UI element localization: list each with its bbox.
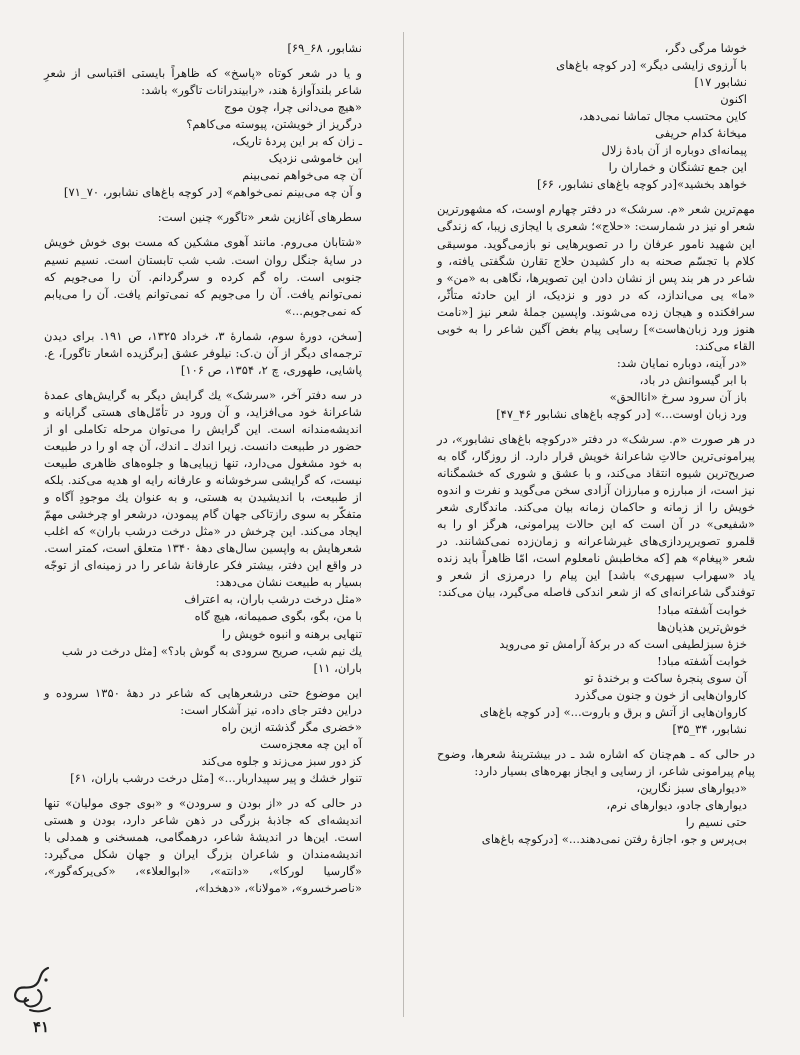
page-number: ۴۱ bbox=[33, 1018, 50, 1036]
verse-line: خوشا مرگی دگر، bbox=[664, 41, 747, 55]
paragraph: [سخن، دورهٔ سوم، شمارهٔ ۳، خرداد ۱۳۲۵، ص ۱۹۱. برای دیدن ترجمه‌ای دیگر از آن ن.ک: نیلوفر عشق [برگزیده اشعار تاگور]، ع. پاشایی، طهوری، چ ۲، ۱۳۵۴، ص ۱۰۶] bbox=[44, 328, 362, 377]
paragraph: این موضوع حتی درشعرهایی که شاعر در دههٔ ۱۳۵۰ سروده و دراین دفتر جای داده، نیز آشکار است: bbox=[44, 685, 362, 717]
paragraph-spacer bbox=[44, 677, 362, 685]
paragraph: سطرهای آغازین شعر «تاگور» چنین است: bbox=[157, 210, 362, 225]
paragraph-spacer bbox=[437, 193, 755, 201]
verse-line: «مثل درخت درشب باران، به اعتراف bbox=[184, 592, 362, 607]
left-text-column bbox=[44, 40, 362, 897]
verse-line: با من، بگو، بگوی صمیمانه، هیچ گاه bbox=[194, 609, 362, 624]
verse-line: کاروان‌هایی از خون و جنون می‌گذرد bbox=[574, 687, 747, 702]
verse-line: خوش‌ترین هذیان‌ها bbox=[657, 619, 747, 634]
verse-line: کز دور سبز می‌زند و جلوه می‌کند bbox=[201, 753, 362, 768]
verse-line: «دیوارهای سبز نگارین، bbox=[636, 780, 747, 795]
paragraph: در حالی که در «از بودن و سرودن» و «بوی جوی مولیان» تنها اندیشه‌ای که جاذبهٔ بزرگی در ذهن شاعر دارد، بودن و هستی است. این‌ها در اندیشهٔ شاعر، درهمگامی، همسخنی و همدلی با اندیشه‌مندان و شاعران بزرگ ایران و جهان شکل می‌گیرد: «گارسیا لورکا»، «دانته»، «ابوالعلاء»، «کی‌یرکه‌گور»، «ناصرخسرو»، «مولانا»، «دهخدا»، bbox=[44, 795, 362, 896]
paragraph-spacer bbox=[44, 320, 362, 328]
paragraph-spacer bbox=[44, 201, 362, 209]
paragraph: «شتابان می‌روم. مانند آهوی مشکین که مست بوی خوش خویش در سایهٔ جنگل روان است. شب شب تابستان است. نسیم نسیم جنوبی است. راه گم کرده و سرگردانم. آن را می‌جویم که نمی‌توانم یافت. آن را می‌جویم که نمی‌توانم یافت. آن را می‌یابم که نمی‌جویم...» bbox=[44, 235, 362, 318]
verse-line: و آن چه می‌بینم نمی‌خواهم» [در کوچه باغ‌های نشابور، ۷۰_۷۱] bbox=[63, 185, 362, 200]
verse-line: ورد زبان اوست...» [در کوچه باغ‌های نشابور ۴۶_۴۷] bbox=[496, 406, 747, 421]
paragraph-spacer bbox=[44, 379, 362, 387]
paragraph-spacer bbox=[44, 787, 362, 795]
verse-line: درگریز از خویشتن، پیوسته می‌کاهم؟ bbox=[186, 117, 362, 132]
paragraph-spacer bbox=[437, 423, 755, 431]
verse-line: کاروان‌هایی از آتش و برق و باروت...» [در کوچه باغ‌های bbox=[479, 704, 747, 719]
verse-line: تنوار خشك و پیر سپیداربار...» [مثل درخت درشب باران، ۶۱] bbox=[70, 770, 362, 785]
paragraph-spacer bbox=[44, 57, 362, 65]
verse-line: «خضری مگر گذشته ازین راه bbox=[221, 719, 362, 734]
verse-line: با آرزوی زایشی دیگر» [در کوچه باغ‌های bbox=[556, 58, 747, 73]
paragraph: در حالی که ـ هم‌چنان که اشاره شد ـ در بیشترینهٔ شعرها، وضوح پیام پیرامونی شاعر، از رسایی و ایجاز بهره‌های بسیار دارد: bbox=[437, 746, 755, 778]
verse-line: نشابور، ۳۴_۳۵] bbox=[672, 721, 747, 736]
verse-line: آه این چه معجزه‌ست bbox=[260, 736, 362, 751]
right-text-column bbox=[437, 40, 755, 848]
verse-line: بی‌پرس و جو، اجازهٔ رفتن نمی‌دهند...» [درکوچه باغ‌های bbox=[481, 832, 747, 847]
verse-line: آن چه می‌خواهم نمی‌بینم bbox=[242, 168, 362, 183]
verse-line: آن سوی پنجرهٔ ساکت و برخندهٔ تو bbox=[584, 670, 747, 685]
verse-line: این جمع تشنگان و خماران را bbox=[608, 160, 747, 175]
paragraph-spacer bbox=[44, 226, 362, 234]
verse-line: اکنون bbox=[720, 92, 747, 107]
verse-line: این خاموشی نزدیک bbox=[268, 151, 362, 166]
column-divider bbox=[403, 32, 404, 1017]
verse-line: کاین محتسب مجال تماشا نمی‌دهد، bbox=[579, 109, 747, 124]
verse-line: «هیچ می‌دانی چرا، چون موج bbox=[224, 100, 362, 115]
verse-line: «در آینه، دوباره نمایان شد: bbox=[616, 355, 747, 370]
kerman-logo-signature bbox=[8, 960, 60, 1022]
verse-line: دیوارهای جادو، دیوارهای نرم، bbox=[606, 798, 747, 813]
verse-line: خوابت آشفته مباد! bbox=[657, 602, 747, 617]
verse-line: میخانهٔ کدام حریفی bbox=[655, 126, 747, 141]
verse-line: با ابر گیسوانش در باد، bbox=[639, 372, 747, 387]
paragraph: در سه دفتر آخر، «سرشک» یك گرایش دیگر به گرایش‌های عمدهٔ شاعرانهٔ خود می‌افزاید، و آن ورود در تأمّل‌های هستی گرایانه و اندیشه‌مندانه است. این گرایش را می‌توان مرحله تکاملی او از حضور در طبیعت دانست. زیرا اندك ـ اندك، آن چه او را در طبیعت به خود مشغول می‌دارد، تنها زیبایی‌ها و جلوه‌های ظاهری طبیعت نیست، که گرایشی سرخوشانه و عارفانه رایه او هدیه می‌کند. بلکه از طبیعت، با اندیشیدن به هستی، و به عنوان یك موجودِ آگاه و متفکّر به سوی رازتاکی جهان گام پیمودن، درشعر او چرخشی مهمّ ایجاد می‌کند. این چرخش در «مثل درخت درشب باران» که اغلب شعرهایش به واپسین سال‌های دههٔ ۱۳۴۰ متعلق است، کمتر است. در واقع این دفتر، بیشتر فکر عارفانهٔ شاعر را در زمینه‌ای از توجّه بسیار به طبیعت نشان می‌دهد: bbox=[44, 387, 363, 590]
verse-line: حتی نسیم را bbox=[685, 815, 747, 830]
paragraph-spacer bbox=[437, 738, 755, 746]
verse-line: خوابت آشفته مباد! bbox=[657, 653, 747, 668]
verse-line: تنهایی برهنه و انبوه خویش را bbox=[222, 626, 362, 641]
verse-line: باز آن سرود سرخ «اناالحق» bbox=[609, 389, 747, 404]
verse-line: نشابور ۱۷] bbox=[694, 75, 747, 90]
verse-line: خواهد بخشید»[در کوچه باغ‌های نشابور، ۶۶] bbox=[537, 177, 747, 192]
verse-line: نشابور، ۶۸_۶۹] bbox=[287, 41, 362, 55]
verse-line: یك نیم شب، صریح سرودی به گوش باد؟» [مثل درخت در شب باران، ۱۱] bbox=[61, 643, 362, 675]
verse-line: پیمانه‌ای دوباره از آن بادهٔ زلال bbox=[601, 143, 747, 158]
verse-line: ـ زان که بر این پردهٔ تاریک، bbox=[231, 134, 362, 149]
paragraph: و یا در شعر کوتاه «پاسخ» که ظاهراً بایستی اقتباسی از شعرِ شاعر بلندآوازهٔ هند، «رابیندرانات تاگور» باشد: bbox=[44, 66, 362, 98]
paragraph: مهم‌ترین شعر «م. سرشک» در دفتر چهارم اوست، که مشهورترین شعر او نیز در شمارست: «حلاج»؛ شعری با ایجازی زیبا، که زندگی این شهید نامور عرفان را در تصویرهایی نو بازمی‌گوید. موسیقی کلام با تجسّم صحنه به دار کشیدن حلاج تقارن شگفتی یافته، و شاعر در هر بند پس از نشان دادن این تصویرها، نگاهی به «من» و «ما» یی می‌اندازد، که در دور و نزدیک، از این حادثه متأثّر، سرافکنده و هیجان زده می‌شوند. واپسین جملهٔ شعر نیز [«نامت هنوز ورد زبان‌هاست»] رسایی پیام بغض آگین شاعر را به خوبی القاء می‌کند: bbox=[437, 202, 755, 353]
verse-line: خزهٔ سبزلطیفی است که در برکهٔ آرامش تو می‌روید bbox=[499, 636, 747, 651]
paragraph: در هر صورت «م. سرشک» در دفتر «درکوچه باغ‌های نشابور»، در پیرامونی‌ترین حالاتِ شاعرانهٔ خویش قرار دارد. از روزگار، گاه به صریح‌ترین شیوه انتقاد می‌کند، و با عشق و شوری که خشمگنانه نیز است، از مبارزه و مبارزان آزادی سخن می‌گوید و نفرت و اندوه خویش را از زمانه و حاکمان زمانه بیان می‌کند. ماندگاری شعر «شفیعی» در آن است که این حالات پیرامونی، هرگز او را به قلمرو تصویرپردازی‌های غیرشاعرانه و زمان‌زده نمی‌کشانند. در شعر «پیغام» هم [که مخاطبش نامعلوم است، امّا ظاهراً باید زنده یاد «سهراب سپهری» باشد] این پیام را درمرزی از شعر و توفندگی شاعرانه‌ای که از شعر اندکی فاصله می‌گیرد، بیان می‌کند: bbox=[437, 432, 755, 600]
